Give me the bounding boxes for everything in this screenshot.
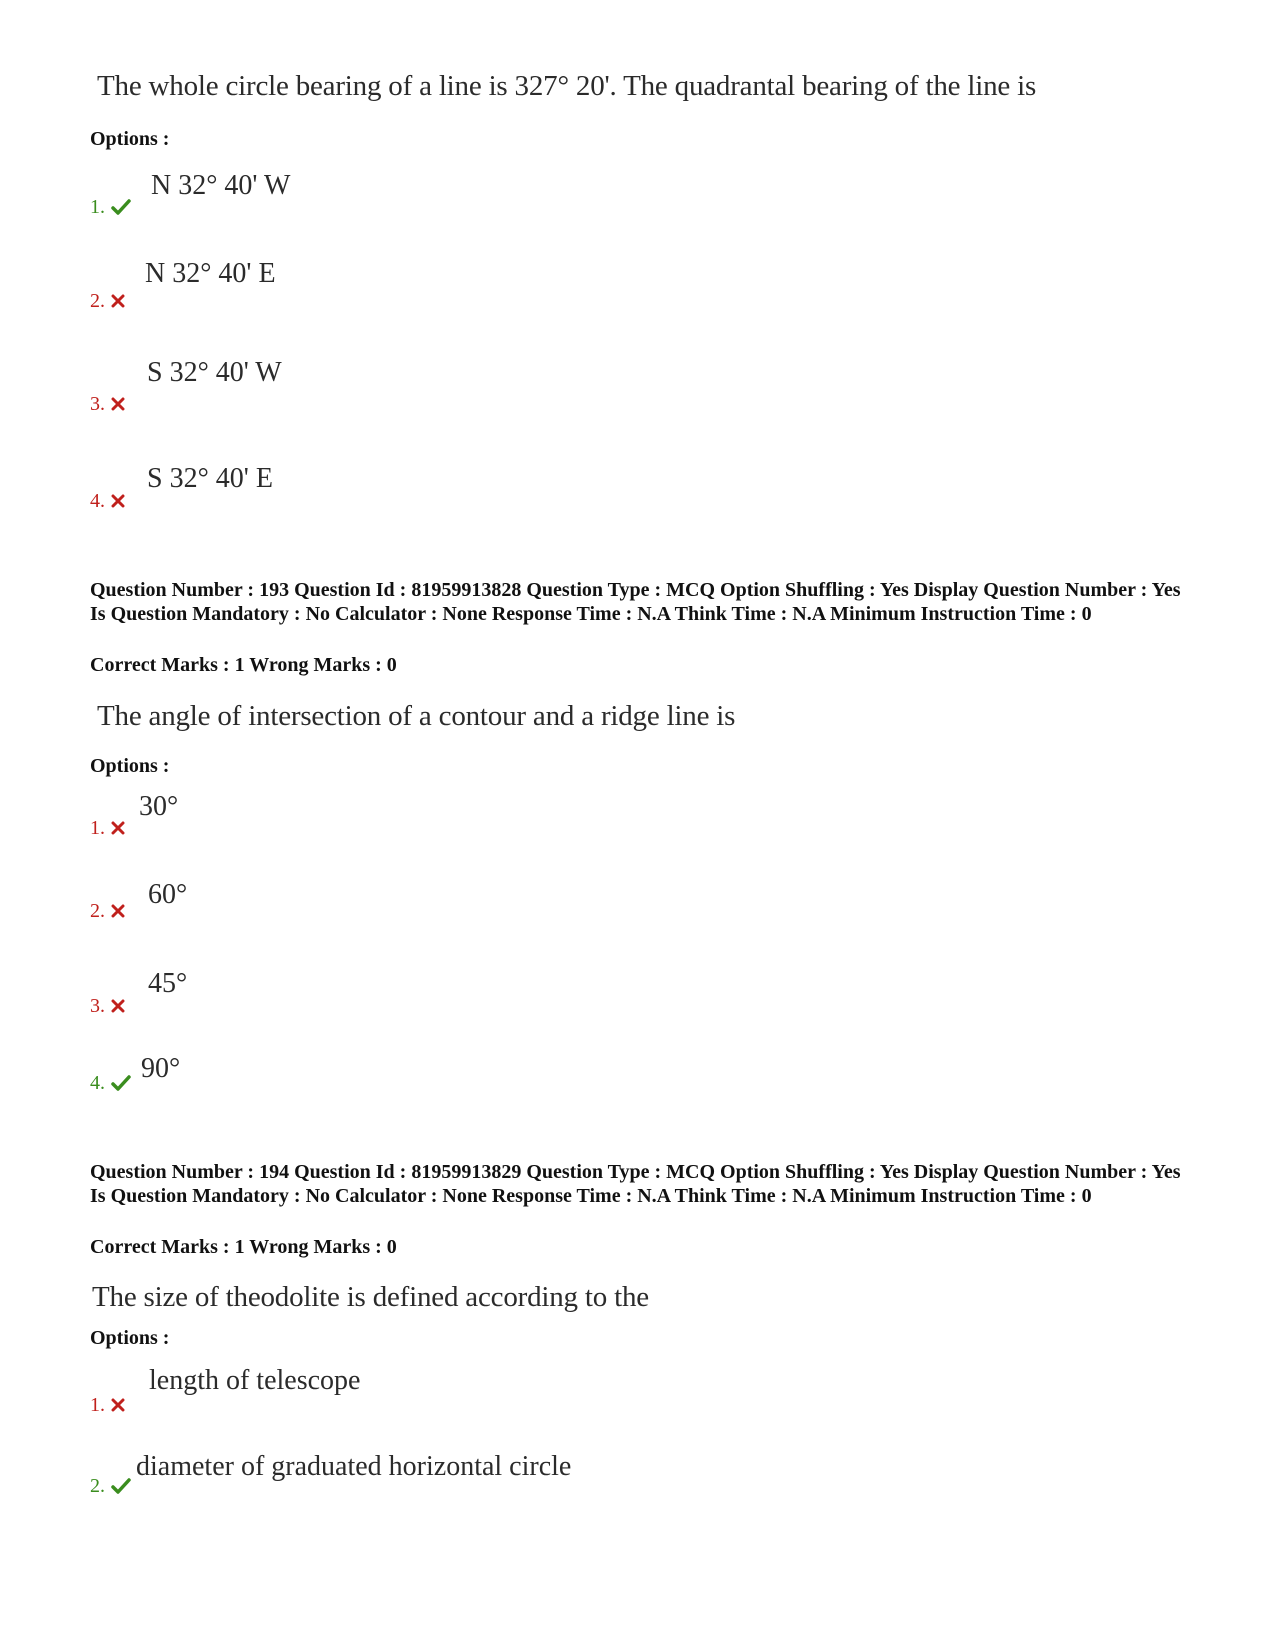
option-number: 2. (90, 290, 125, 313)
option-number: 1. (90, 196, 131, 220)
option-text: S 32° 40' W (147, 357, 282, 388)
question-marks: Correct Marks : 1 Wrong Marks : 0 (90, 1236, 397, 1258)
cross-icon (111, 999, 125, 1018)
options-label: Options : (90, 755, 170, 777)
question-text: The whole circle bearing of a line is 327° 20'. The quadrantal bearing of the line is (97, 70, 1037, 102)
option-text: 90° (141, 1053, 181, 1084)
options-label: Options : (90, 1327, 170, 1349)
option-number: 4. (90, 1072, 131, 1096)
option-number: 1. (90, 817, 125, 840)
check-icon (111, 1478, 131, 1499)
question-meta: Question Number : 194 Question Id : 81959913829 Question Type : MCQ Option Shuffling : Yes Display Question Number : Yes Is Question Mandatory : No Calculator : None Response Time : N.A Think Time : N.A Minimum Instruction Time : 0 (90, 1161, 1181, 1207)
option-text: diameter of graduated horizontal circle (136, 1451, 572, 1482)
options-label: Options : (90, 128, 170, 150)
cross-icon (111, 821, 125, 840)
option-text: N 32° 40' E (145, 258, 276, 289)
option-text: S 32° 40' E (147, 463, 273, 494)
option-number: 1. (90, 1394, 125, 1417)
question-text: The size of theodolite is defined according to the (92, 1281, 649, 1313)
cross-icon (111, 1398, 125, 1417)
option-text: 30° (139, 791, 179, 822)
check-icon (111, 1075, 131, 1096)
cross-icon (111, 904, 125, 923)
option-number: 2. (90, 900, 125, 923)
cross-icon (111, 494, 125, 513)
question-marks: Correct Marks : 1 Wrong Marks : 0 (90, 654, 397, 676)
question-text: The angle of intersection of a contour and a ridge line is (97, 700, 736, 732)
option-number: 2. (90, 1475, 131, 1499)
cross-icon (111, 397, 125, 416)
cross-icon (111, 294, 125, 313)
check-icon (111, 199, 131, 220)
option-number: 3. (90, 393, 125, 416)
option-number: 3. (90, 995, 125, 1018)
option-text: length of telescope (149, 1365, 361, 1396)
option-text: 45° (148, 968, 188, 999)
option-text: N 32° 40' W (151, 170, 291, 201)
option-text: 60° (148, 879, 188, 910)
question-meta: Question Number : 193 Question Id : 81959913828 Question Type : MCQ Option Shuffling : Yes Display Question Number : Yes Is Question Mandatory : No Calculator : None Response Time : N.A Think Time : N.A Minimum Instruction Time : 0 (90, 579, 1181, 625)
option-number: 4. (90, 490, 125, 513)
